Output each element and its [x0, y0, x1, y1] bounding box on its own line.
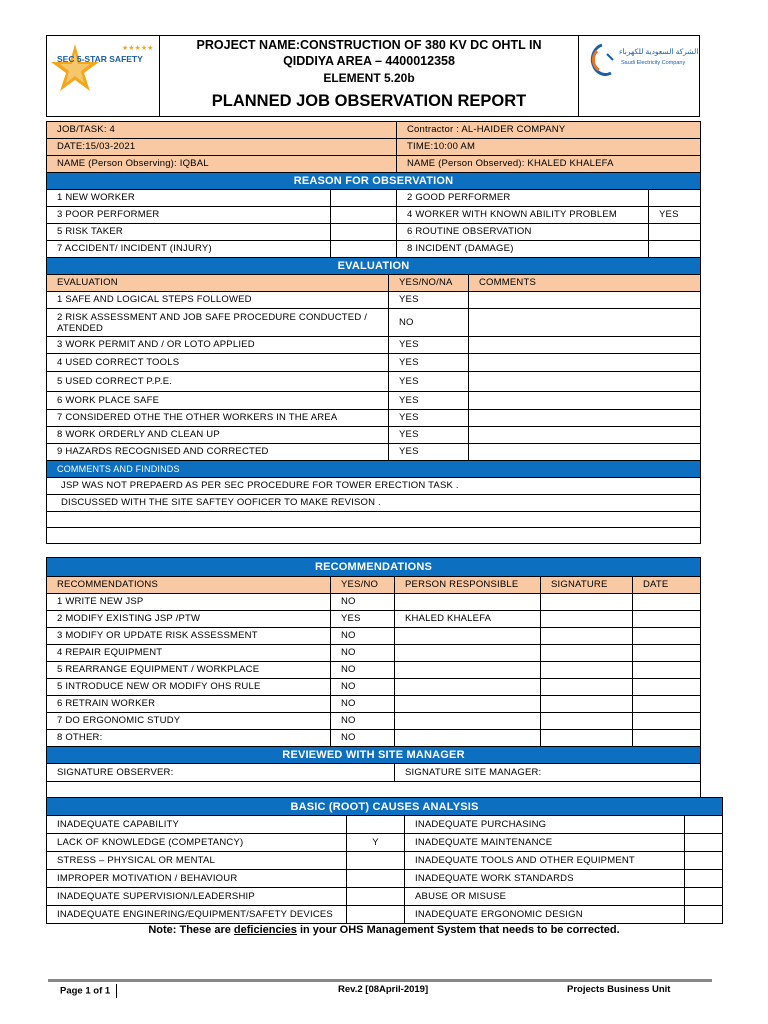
recommendation-date	[633, 730, 701, 747]
evaluation-comment	[469, 444, 701, 461]
recommendation-item: 4 REPAIR EQUIPMENT	[47, 645, 331, 662]
recommendation-date	[633, 696, 701, 713]
root-cause-label: STRESS – PHYSICAL OR MENTAL	[47, 852, 347, 870]
root-cause-row	[47, 852, 723, 870]
five-star-safety-logo	[47, 36, 160, 116]
comment-line	[47, 512, 701, 528]
evaluation-comment	[469, 372, 701, 392]
info-row	[47, 156, 701, 173]
comment-line	[47, 528, 701, 544]
root-cause-label: INADEQUATE ERGONOMIC DESIGN	[405, 906, 685, 924]
recommendation-signature	[541, 628, 633, 645]
recommendation-date	[633, 645, 701, 662]
recommendation-signature	[541, 645, 633, 662]
reason-row	[47, 224, 701, 241]
reason-label: 5 RISK TAKER	[47, 224, 331, 241]
reason-row	[47, 207, 701, 224]
note-emphasis: deficiencies	[233, 924, 297, 936]
page-number: Page 1 of 1	[60, 985, 111, 997]
comment-row	[47, 512, 701, 528]
report-title: PLANNED JOB OBSERVATION REPORT	[211, 92, 527, 110]
info-row	[47, 122, 701, 139]
col-evaluation: EVALUATION	[47, 275, 389, 292]
footer-unit: Projects Business Unit	[567, 984, 671, 995]
evaluation-value: YES	[389, 292, 469, 309]
root-cause-row	[47, 906, 723, 924]
reason-value	[649, 241, 701, 258]
recommendation-person	[395, 730, 541, 747]
col-yes-no-na: YES/NO/NA	[389, 275, 469, 292]
root-cause-mark	[685, 834, 723, 852]
recommendation-person	[395, 679, 541, 696]
col-yes-no: YES/NO	[331, 577, 395, 594]
reason-label: 4 WORKER WITH KNOWN ABILITY PROBLEM	[397, 207, 649, 224]
root-cause-label: INADEQUATE MAINTENANCE	[405, 834, 685, 852]
evaluation-value: YES	[389, 337, 469, 354]
reason-value: YES	[649, 207, 701, 224]
recommendation-item: 6 RETRAIN WORKER	[47, 696, 331, 713]
evaluation-column-headers	[47, 275, 701, 292]
recommendation-value: NO	[331, 594, 395, 611]
recommendation-date	[633, 679, 701, 696]
reason-value	[649, 224, 701, 241]
recommendation-row	[47, 696, 701, 713]
recommendation-person	[395, 594, 541, 611]
evaluation-comment	[469, 427, 701, 444]
recommendation-row	[47, 645, 701, 662]
header-title-block	[159, 36, 579, 116]
root-cause-row	[47, 816, 723, 834]
evaluation-value: YES	[389, 410, 469, 427]
evaluation-item: 6 WORK PLACE SAFE	[47, 392, 389, 410]
root-cause-mark	[347, 888, 405, 906]
reason-value	[331, 207, 397, 224]
root-cause-label: INADEQUATE ENGINERING/EQUIPMENT/SAFETY DEVICES	[47, 906, 347, 924]
recommendation-signature	[541, 696, 633, 713]
section-heading-row	[47, 798, 723, 816]
sec-logo	[578, 36, 699, 116]
recommendation-row	[47, 594, 701, 611]
evaluation-comment	[469, 292, 701, 309]
recommendation-date	[633, 611, 701, 628]
evaluation-row	[47, 392, 701, 410]
evaluation-comment	[469, 410, 701, 427]
recommendation-row	[47, 679, 701, 696]
root-cause-label: INADEQUATE CAPABILITY	[47, 816, 347, 834]
reason-label: 3 POOR PERFORMER	[47, 207, 331, 224]
review-heading: REVIEWED WITH SITE MANAGER	[47, 747, 701, 764]
reason-row	[47, 241, 701, 258]
note-suffix: in your OHS Management System that needs to be corrected.	[296, 924, 620, 936]
section-heading-row	[47, 747, 701, 764]
recommendation-row	[47, 662, 701, 679]
signature-site-manager: SIGNATURE SITE MANAGER:	[395, 764, 701, 782]
recommendation-person	[395, 713, 541, 730]
recommendation-item: 3 MODIFY OR UPDATE RISK ASSESSMENT	[47, 628, 331, 645]
root-cause-label: INADEQUATE TOOLS AND OTHER EQUIPMENT	[405, 852, 685, 870]
root-cause-row	[47, 834, 723, 852]
col-signature: SIGNATURE	[541, 577, 633, 594]
section-heading-row	[47, 173, 701, 190]
report-header	[46, 35, 700, 117]
recommendation-signature	[541, 730, 633, 747]
comments-heading-row	[47, 461, 701, 478]
recommendation-signature	[541, 594, 633, 611]
recommendation-row	[47, 611, 701, 628]
recommendation-item: 1 WRITE NEW JSP	[47, 594, 331, 611]
evaluation-comment	[469, 337, 701, 354]
recommendation-item: 7 DO ERGONOMIC STUDY	[47, 713, 331, 730]
comments-heading: COMMENTS AND FINDINDS	[47, 461, 701, 478]
date: DATE:15/03-2021	[47, 139, 397, 156]
evaluation-item: 7 CONSIDERED OTHE THE OTHER WORKERS IN THE AREA	[47, 410, 389, 427]
left-logo-text: SEC 5-STAR SAFETY	[57, 54, 143, 64]
evaluation-value: YES	[389, 354, 469, 372]
col-person-responsible: PERSON RESPONSIBLE	[395, 577, 541, 594]
recommendation-date	[633, 594, 701, 611]
spacer-row	[47, 782, 701, 799]
contractor: Contractor : AL-HAIDER COMPANY	[397, 122, 701, 139]
reason-heading: REASON FOR OBSERVATION	[47, 173, 701, 190]
reason-label: 1 NEW WORKER	[47, 190, 331, 207]
job-task: JOB/TASK: 4	[47, 122, 397, 139]
sec-logo-english: Saudi Electricity Company	[621, 60, 686, 66]
recommendation-row	[47, 730, 701, 747]
recommendation-item: 5 INTRODUCE NEW OR MODIFY OHS RULE	[47, 679, 331, 696]
root-cause-row	[47, 870, 723, 888]
project-name-line2: QIDDIYA AREA – 4400012358	[283, 54, 455, 68]
recommendation-value: NO	[331, 662, 395, 679]
recommendation-person: KHALED KHALEFA	[395, 611, 541, 628]
reason-row	[47, 190, 701, 207]
root-cause-mark	[685, 852, 723, 870]
evaluation-comment	[469, 354, 701, 372]
reason-value	[331, 190, 397, 207]
recommendation-person	[395, 696, 541, 713]
evaluation-heading: EVALUATION	[47, 258, 701, 275]
recommendation-person	[395, 628, 541, 645]
recommendation-row	[47, 713, 701, 730]
root-cause-mark	[685, 816, 723, 834]
footer-page	[60, 984, 117, 998]
evaluation-comment	[469, 309, 701, 337]
reason-label: 8 INCIDENT (DAMAGE)	[397, 241, 649, 258]
root-causes-heading: BASIC (ROOT) CAUSES ANALYSIS	[47, 798, 723, 816]
evaluation-comment	[469, 392, 701, 410]
root-cause-mark	[347, 906, 405, 924]
recommendation-item: 2 MODIFY EXISTING JSP /PTW	[47, 611, 331, 628]
root-cause-mark	[685, 906, 723, 924]
evaluation-item: 8 WORK ORDERLY AND CLEAN UP	[47, 427, 389, 444]
evaluation-item: 9 HAZARDS RECOGNISED AND CORRECTED	[47, 444, 389, 461]
recommendation-date	[633, 662, 701, 679]
col-date: DATE	[633, 577, 701, 594]
evaluation-row	[47, 337, 701, 354]
section-heading-row	[47, 558, 701, 577]
project-name-line1: PROJECT NAME:CONSTRUCTION OF 380 KV DC OHTL IN	[196, 38, 542, 52]
recommendation-item: 8 OTHER:	[47, 730, 331, 747]
evaluation-value: YES	[389, 427, 469, 444]
evaluation-item: 1 SAFE AND LOGICAL STEPS FOLLOWED	[47, 292, 389, 309]
section-heading-row	[47, 258, 701, 275]
evaluation-item: 2 RISK ASSESSMENT AND JOB SAFE PROCEDURE CONDUCTED / ATENDED	[47, 309, 389, 337]
evaluation-row	[47, 372, 701, 392]
observer-name: NAME (Person Observing): IQBAL	[47, 156, 397, 173]
root-cause-label: INADEQUATE WORK STANDARDS	[405, 870, 685, 888]
evaluation-value: YES	[389, 372, 469, 392]
evaluation-row	[47, 427, 701, 444]
recommendation-item: 5 REARRANGE EQUIPMENT / WORKPLACE	[47, 662, 331, 679]
deficiency-note	[0, 924, 768, 936]
root-cause-label: INADEQUATE SUPERVISION/LEADERSHIP	[47, 888, 347, 906]
evaluation-value: NO	[389, 309, 469, 337]
reason-label: 6 ROUTINE OBSERVATION	[397, 224, 649, 241]
recommendation-value: NO	[331, 713, 395, 730]
evaluation-item: 5 USED CORRECT P.P.E.	[47, 372, 389, 392]
svg-text:★★★★★: ★★★★★	[122, 44, 154, 52]
root-cause-mark: Y	[347, 834, 405, 852]
root-cause-mark	[347, 852, 405, 870]
footer-separator	[116, 984, 117, 998]
comment-line: DISCUSSED WITH THE SITE SAFTEY OOFICER TO MAKE REVISON .	[47, 495, 701, 512]
reason-label: 7 ACCIDENT/ INCIDENT (INJURY)	[47, 241, 331, 258]
recommendation-value: NO	[331, 645, 395, 662]
col-recommendations: RECOMMENDATIONS	[47, 577, 331, 594]
reason-value	[331, 241, 397, 258]
root-cause-label: INADEQUATE PURCHASING	[405, 816, 685, 834]
reason-value	[331, 224, 397, 241]
recommendation-value: NO	[331, 628, 395, 645]
root-cause-mark	[347, 870, 405, 888]
time: TIME:10:00 AM	[397, 139, 701, 156]
evaluation-row	[47, 309, 701, 337]
evaluation-value: YES	[389, 444, 469, 461]
star-logo-icon	[47, 36, 159, 116]
recommendation-person	[395, 662, 541, 679]
root-cause-label: LACK OF KNOWLEDGE (COMPETANCY)	[47, 834, 347, 852]
footer-revision: Rev.2 [08April-2019]	[338, 984, 429, 995]
recommendation-signature	[541, 679, 633, 696]
empty-row	[47, 782, 701, 799]
recommendations-column-headers	[47, 577, 701, 594]
recommendation-signature	[541, 713, 633, 730]
evaluation-value: YES	[389, 392, 469, 410]
recommendation-signature	[541, 662, 633, 679]
evaluation-item: 3 WORK PERMIT AND / OR LOTO APPLIED	[47, 337, 389, 354]
observed-name: NAME (Person Observed): KHALED KHALEFA	[397, 156, 701, 173]
recommendation-value: NO	[331, 679, 395, 696]
recommendations-table	[46, 557, 701, 799]
comment-row	[47, 528, 701, 544]
root-cause-label: IMPROPER MOTIVATION / BEHAVIOUR	[47, 870, 347, 888]
recommendation-value: NO	[331, 696, 395, 713]
evaluation-item: 4 USED CORRECT TOOLS	[47, 354, 389, 372]
root-cause-row	[47, 888, 723, 906]
recommendation-person	[395, 645, 541, 662]
note-prefix: Note: These are	[148, 924, 234, 936]
element-label: ELEMENT 5.20b	[323, 71, 415, 85]
root-cause-mark	[347, 816, 405, 834]
observation-table	[46, 121, 701, 544]
recommendations-heading: RECOMMENDATIONS	[47, 558, 701, 577]
root-cause-mark	[685, 888, 723, 906]
review-signature-row	[47, 764, 701, 782]
recommendation-row	[47, 628, 701, 645]
root-causes-table	[46, 797, 723, 924]
comment-row	[47, 495, 701, 512]
evaluation-row	[47, 444, 701, 461]
recommendation-date	[633, 713, 701, 730]
sec-logo-arabic: الشركة السعودية للكهرباء	[619, 47, 699, 56]
recommendation-signature	[541, 611, 633, 628]
reason-value	[649, 190, 701, 207]
root-cause-mark	[685, 870, 723, 888]
evaluation-row	[47, 410, 701, 427]
info-row	[47, 139, 701, 156]
recommendation-value: NO	[331, 730, 395, 747]
reason-label: 2 GOOD PERFORMER	[397, 190, 649, 207]
signature-observer: SIGNATURE OBSERVER:	[47, 764, 395, 782]
recommendation-value: YES	[331, 611, 395, 628]
evaluation-row	[47, 354, 701, 372]
evaluation-row	[47, 292, 701, 309]
comment-row	[47, 478, 701, 495]
root-cause-label: ABUSE OR MISUSE	[405, 888, 685, 906]
sec-globe-logo-icon	[587, 42, 617, 78]
footer-divider	[48, 979, 712, 982]
col-comments: COMMENTS	[469, 275, 701, 292]
comment-line: JSP WAS NOT PREPAERD AS PER SEC PROCEDURE FOR TOWER ERECTION TASK .	[47, 478, 701, 495]
recommendation-date	[633, 628, 701, 645]
